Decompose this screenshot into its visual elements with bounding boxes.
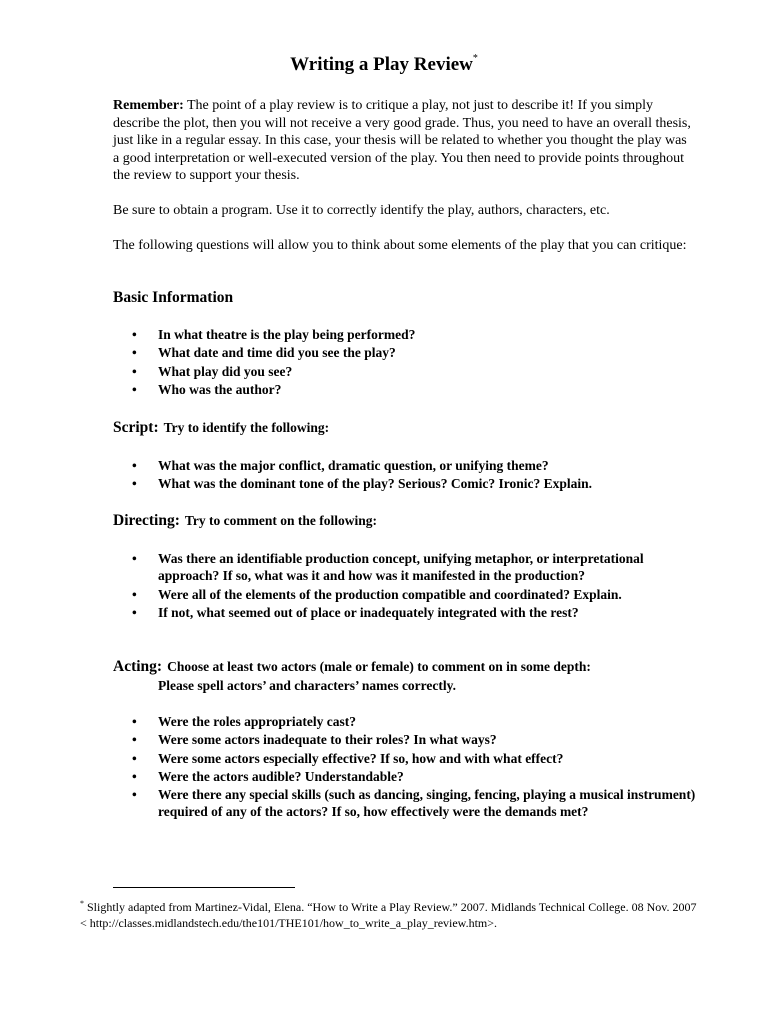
intro-text: The point of a play review is to critique a play, not just to describe it! If you simply describe the plot, then you will not receive a very good grade. Thus, you need to have an overall thesis, just like in a regular essay. In this case, your thesis will be related to whether you thought the play was a good interpretation or well-executed version of the play. You then need to provide points throughout the review to support your thesis. xyxy=(113,98,691,183)
footnote xyxy=(80,896,700,931)
list-item-text: Was there an identifiable production concept, unifying metaphor, or interpretational approach? If so, what was it and how was it manifested in the production? xyxy=(158,551,644,584)
list-item xyxy=(113,363,703,380)
footnote-marker: * xyxy=(80,899,84,908)
acting-subheading: Choose at least two actors (male or female) to comment on in some depth: xyxy=(167,659,591,674)
acting-heading: Acting: xyxy=(113,658,163,675)
bullet: • xyxy=(132,345,137,361)
footnote-marker: * xyxy=(472,52,478,64)
list-item-text: Were the roles appropriately cast? xyxy=(158,714,356,729)
title-text: Writing a Play Review xyxy=(290,54,473,75)
list-item-text: Were the actors audible? Understandable? xyxy=(158,768,404,784)
list-item-text: Were some actors inadequate to their roles? In what ways? xyxy=(158,732,497,748)
list-item xyxy=(113,750,698,767)
list-item xyxy=(113,344,703,361)
program-note: Be sure to obtain a program. Use it to correctly identify the play, authors, characters, etc. xyxy=(113,203,610,218)
bullet: • xyxy=(132,750,137,766)
script-heading: Script: xyxy=(113,419,159,436)
section-heading-basic: Basic Information xyxy=(113,289,234,306)
list-item-text: Were there any special skills (such as dancing, singing, fencing, playing a musical instrument) required of any of the actors? If so, how effectively were the demands met? xyxy=(158,787,696,820)
directing-heading: Directing: xyxy=(113,512,180,529)
list-item-text: Who was the author? xyxy=(158,381,282,397)
list-item xyxy=(113,586,673,603)
page-title xyxy=(0,54,768,76)
list-item xyxy=(113,475,703,492)
list-item xyxy=(113,381,703,398)
list-item xyxy=(113,550,673,585)
acting-subheading-2: Please spell actors’ and characters’ names correctly. xyxy=(158,678,457,693)
list-item-text: Were some actors especially effective? If so, how and with what effect? xyxy=(158,750,564,766)
list-item xyxy=(113,604,673,621)
section-heading-acting xyxy=(113,658,591,676)
footnote-divider xyxy=(113,887,295,888)
list-item-text: If not, what seemed out of place or inadequately integrated with the rest? xyxy=(158,604,579,620)
list-item xyxy=(113,326,703,343)
section-heading-directing xyxy=(113,512,377,530)
bullet: • xyxy=(132,604,137,620)
list-item xyxy=(113,457,703,474)
bullet: • xyxy=(132,787,137,803)
list-item-text: In what theatre is the play being performed? xyxy=(158,327,416,342)
bullet: • xyxy=(132,732,137,748)
bullet: • xyxy=(132,363,137,379)
bullet: • xyxy=(132,768,137,784)
list-item xyxy=(113,786,698,821)
directing-subheading: Try to comment on the following: xyxy=(184,513,377,528)
bullet: • xyxy=(132,458,137,473)
list-item-text: Were all of the elements of the production compatible and coordinated? Explain. xyxy=(158,586,622,602)
bullet: • xyxy=(132,476,137,492)
list-item-text: What play did you see? xyxy=(158,363,293,379)
list-item-text: What date and time did you see the play? xyxy=(158,345,396,361)
list-item xyxy=(113,768,698,785)
bullet: • xyxy=(132,551,137,566)
list-item-text: What was the major conflict, dramatic question, or unifying theme? xyxy=(158,458,549,473)
directing-list xyxy=(113,550,673,622)
list-item xyxy=(113,731,698,748)
acting-list xyxy=(113,713,698,822)
script-subheading: Try to identify the following: xyxy=(163,420,330,435)
bullet: • xyxy=(132,381,137,397)
footnote-text: Slightly adapted from Martinez-Vidal, Elena. “How to Write a Play Review.” 2007. Midlands Technical College. 08 Nov. 2007 < http://classes.midlandstech.edu/the101/THE101/how_to_write_a_play_review.htm>. xyxy=(80,900,697,930)
list-item-text: What was the dominant tone of the play? Serious? Comic? Ironic? Explain. xyxy=(158,476,593,492)
questions-intro: The following questions will allow you to think about some elements of the play that you can critique: xyxy=(113,238,687,253)
script-list xyxy=(113,457,703,494)
bullet: • xyxy=(132,327,137,342)
intro-paragraph xyxy=(113,97,693,185)
bullet: • xyxy=(132,714,137,729)
bullet: • xyxy=(132,586,137,602)
section-heading-script xyxy=(113,419,329,437)
list-item xyxy=(113,713,698,730)
intro-lead: Remember: xyxy=(113,98,184,113)
basic-list xyxy=(113,326,703,399)
